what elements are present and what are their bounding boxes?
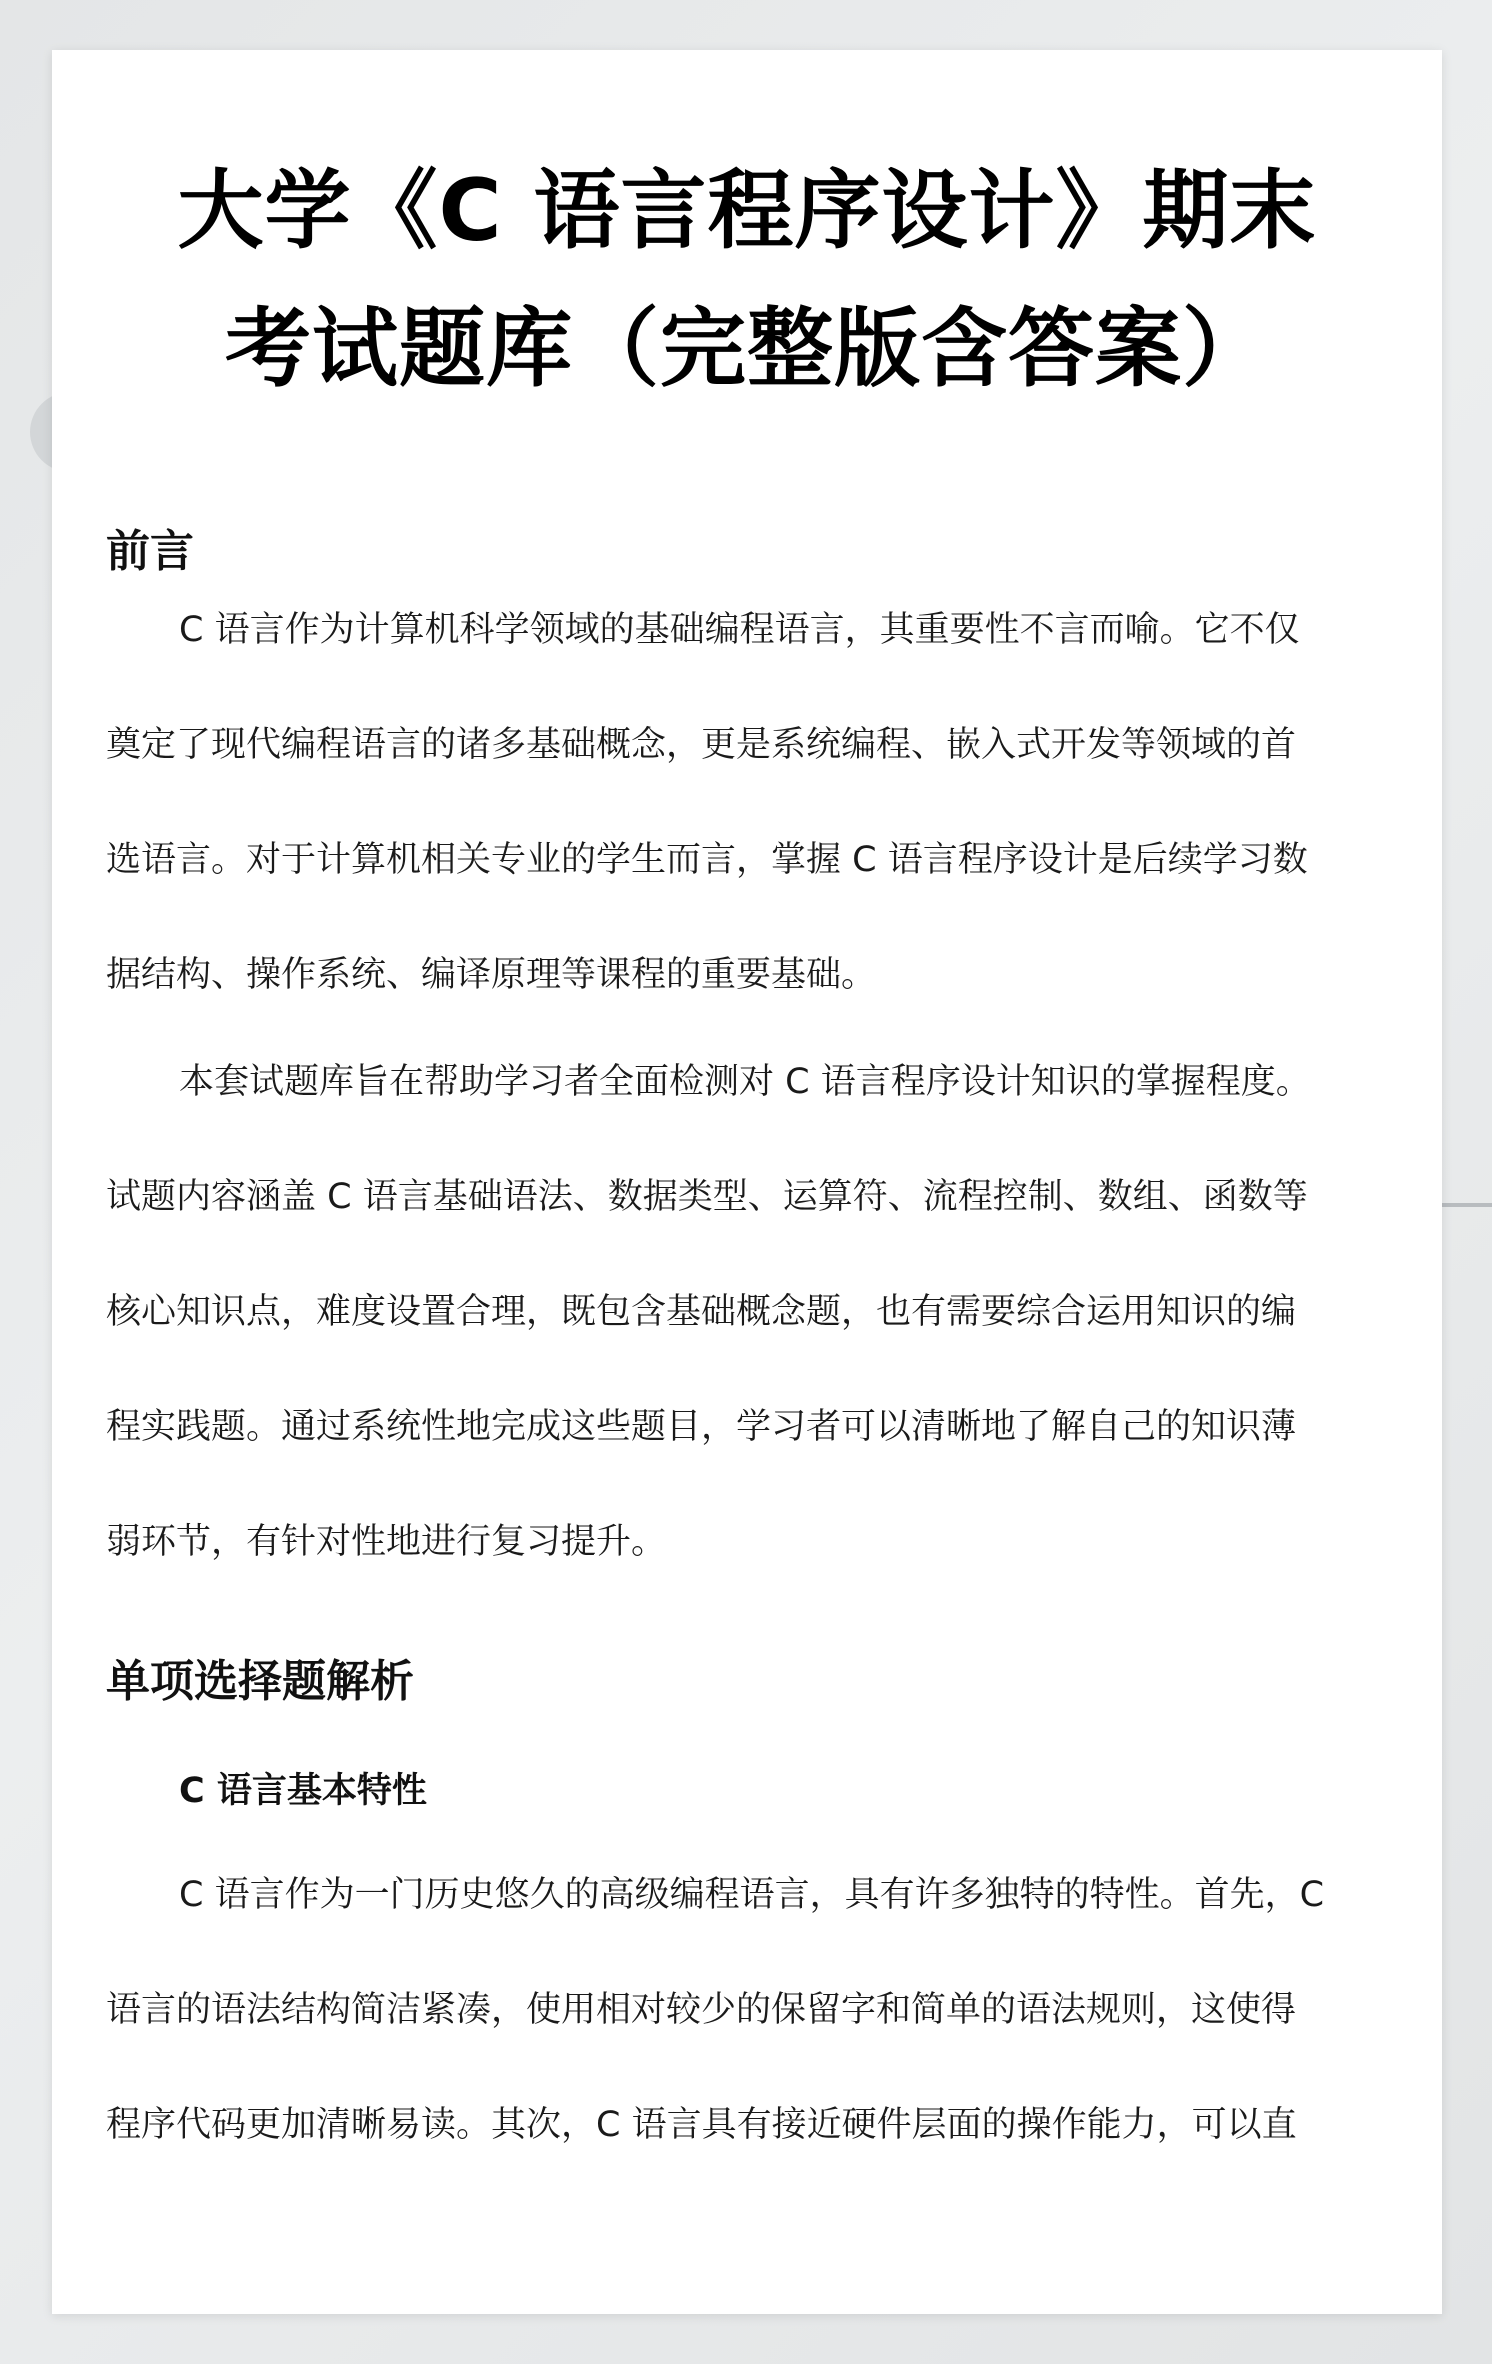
title-line-1: 大学《C 语言程序设计》期末	[177, 161, 1317, 261]
paragraph-line: 试题内容涵盖 C 语言基础语法、数据类型、运算符、流程控制、数组、函数等	[106, 1177, 1308, 1217]
preface-paragraph-2	[106, 1025, 1436, 1600]
paragraph-line: 程序代码更加清晰易读。其次，C 语言具有接近硬件层面的操作能力，可以直	[106, 2105, 1297, 2145]
paragraph-line: 程实践题。通过系统性地完成这些题目，学习者可以清晰地了解自己的知识薄	[106, 1407, 1297, 1447]
paragraph-line: C 语言作为一门历史悠久的高级编程语言，具有许多独特的特性。首先，C	[179, 1875, 1325, 1915]
document-page	[52, 50, 1442, 2314]
paragraph-line: 奠定了现代编程语言的诸多基础概念，更是系统编程、嵌入式开发等领域的首	[106, 725, 1297, 765]
section-subheading: C 语言基本特性	[179, 1771, 427, 1811]
paragraph-line: 核心知识点，难度设置合理，既包含基础概念题，也有需要综合运用知识的编	[106, 1292, 1297, 1332]
preface-paragraph-1	[106, 573, 1436, 1033]
section-paragraph	[106, 1838, 1436, 2183]
preface-heading: 前言	[106, 526, 194, 577]
paragraph-line: 选语言。对于计算机相关专业的学生而言，掌握 C 语言程序设计是后续学习数	[106, 840, 1308, 880]
background-line	[1442, 1203, 1492, 1207]
document-title	[112, 142, 1382, 418]
paragraph-line: 弱环节，有针对性地进行复习提升。	[106, 1522, 667, 1562]
section-heading: 单项选择题解析	[106, 1656, 414, 1707]
title-line-2: 考试题库（完整版含答案）	[225, 299, 1269, 399]
paragraph-line: 本套试题库旨在帮助学习者全面检测对 C 语言程序设计知识的掌握程度。	[179, 1062, 1311, 1102]
paragraph-line: 据结构、操作系统、编译原理等课程的重要基础。	[106, 955, 877, 995]
paragraph-line: 语言的语法结构简洁紧凑，使用相对较少的保留字和简单的语法规则，这使得	[106, 1990, 1297, 2030]
paragraph-line: C 语言作为计算机科学领域的基础编程语言，其重要性不言而喻。它不仅	[179, 610, 1300, 650]
